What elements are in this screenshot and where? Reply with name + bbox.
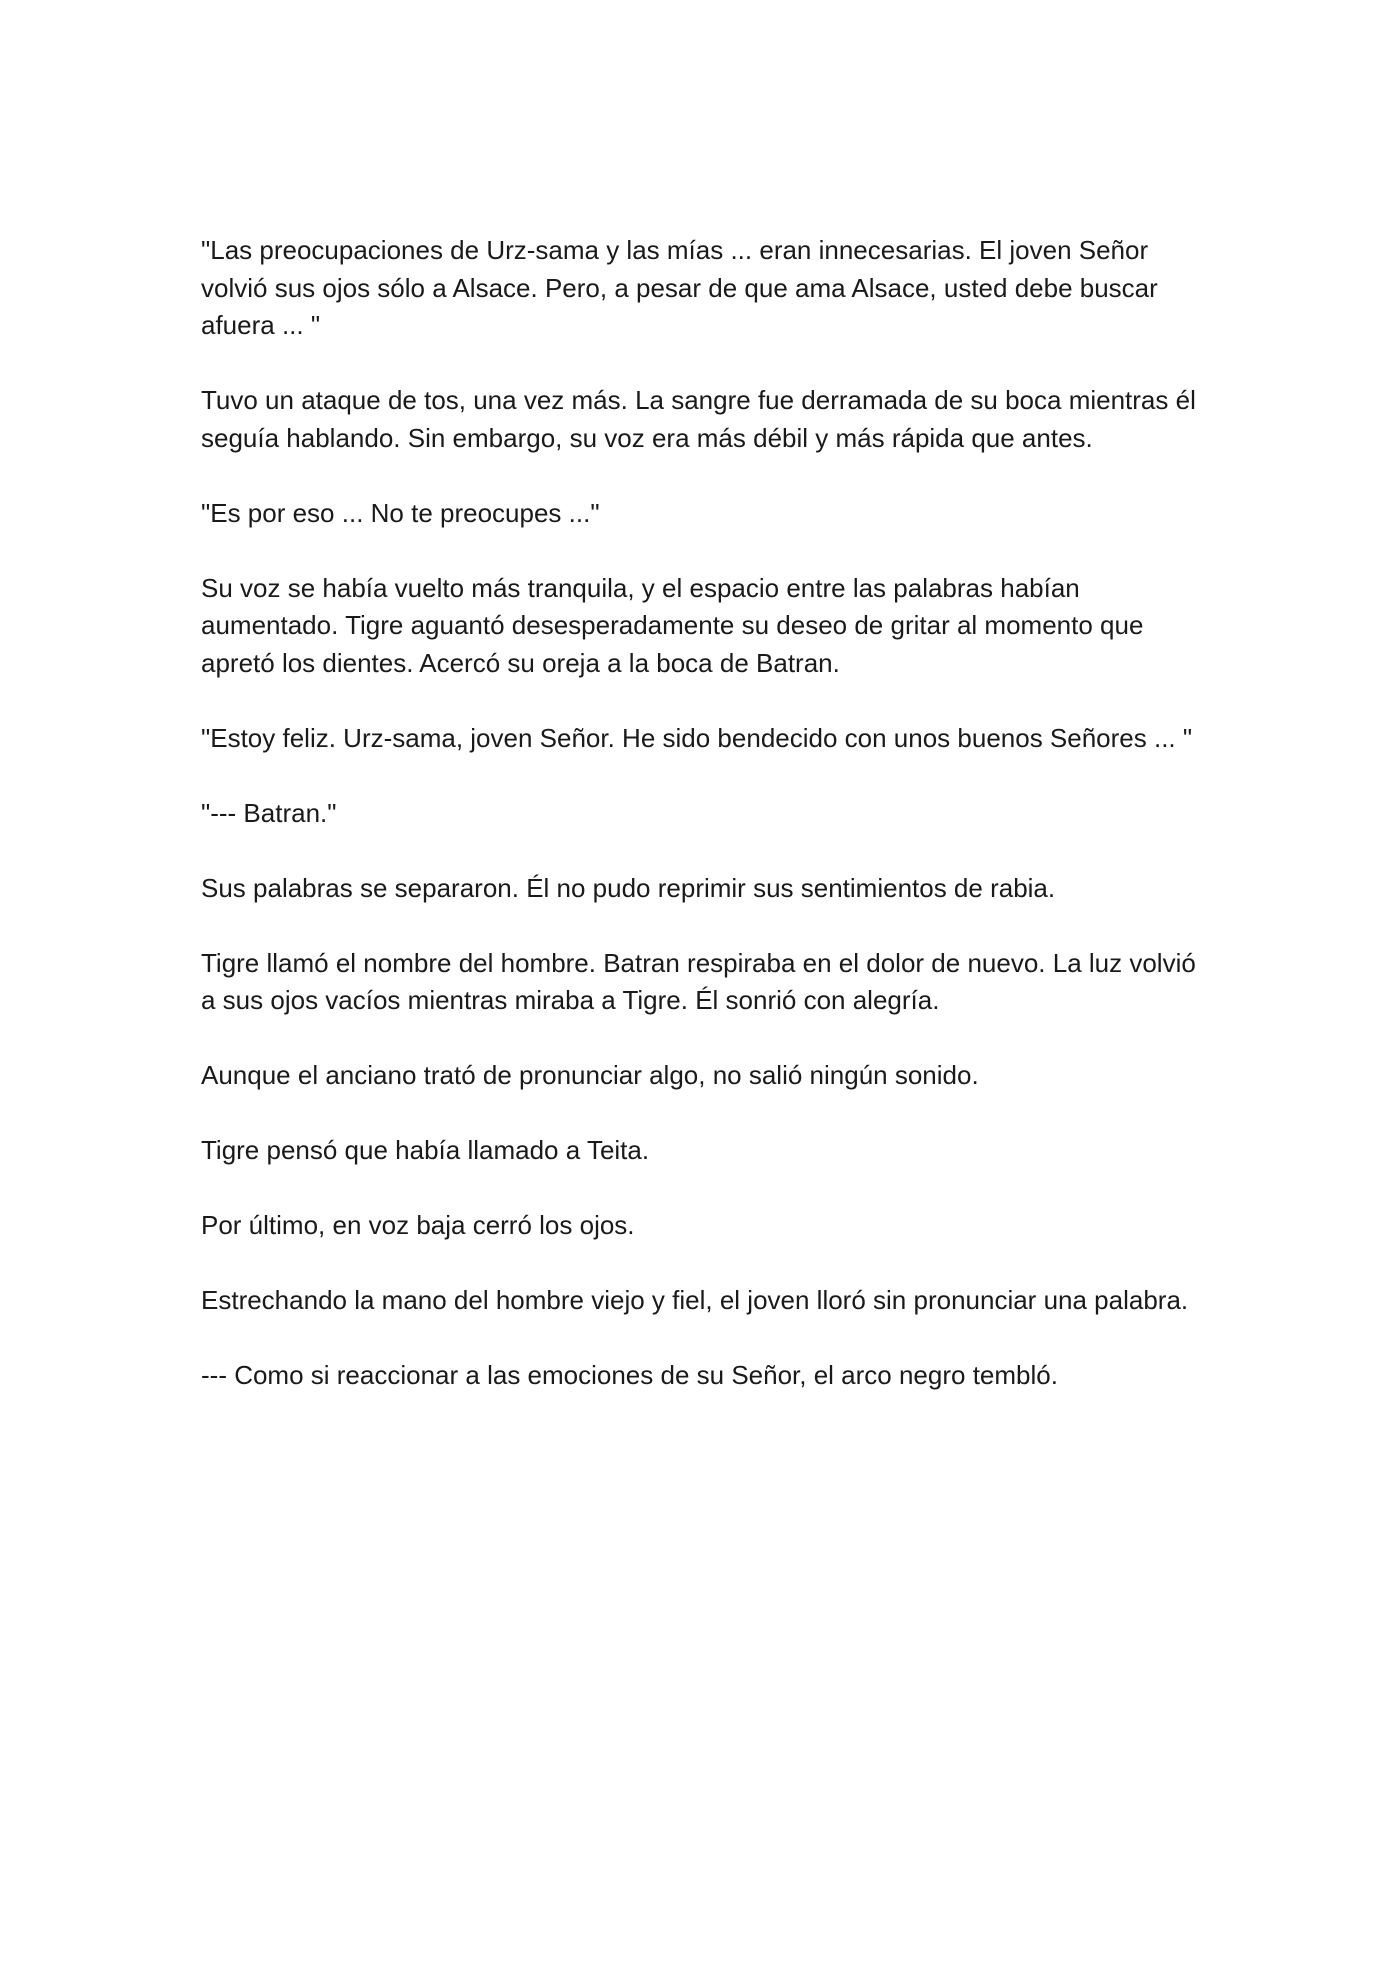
paragraph: Su voz se había vuelto más tranquila, y el espacio entre las palabras habían aumentado. Tigre aguantó desesperadamente su deseo de gritar al momento que apretó los dientes. Acercó su oreja a la boca de Batran. (201, 572, 1144, 678)
document-body (201, 232, 1211, 1432)
paragraph: "--- Batran." (201, 797, 337, 828)
paragraph: Por último, en voz baja cerró los ojos. (201, 1210, 635, 1240)
paragraph: Tigre llamó el nombre del hombre. Batran respiraba en el dolor de nuevo. La luz volvió a sus ojos vacíos mientras miraba a Tigre. Él sonrió con alegría. (201, 947, 1196, 1015)
paragraph: "Es por eso ... No te preocupes ..." (201, 497, 600, 528)
paragraph: --- Como si reaccionar a las emociones de su Señor, el arco negro tembló. (201, 1360, 1058, 1390)
paragraph: Estrechando la mano del hombre viejo y fiel, el joven lloró sin pronunciar una palabra. (201, 1285, 1189, 1315)
paragraph: Tuvo un ataque de tos, una vez más. La sangre fue derramada de su boca mientras él seguía hablando. Sin embargo, su voz era más débil y más rápida que antes. (201, 385, 1196, 453)
paragraph: Sus palabras se separaron. Él no pudo reprimir sus sentimientos de rabia. (201, 872, 1056, 903)
paragraph: "Estoy feliz. Urz-sama, joven Señor. He sido bendecido con unos buenos Señores ... " (201, 722, 1193, 753)
paragraph: "Las preocupaciones de Urz-sama y las mías ... eran innecesarias. El joven Señor volvió sus ojos sólo a Alsace. Pero, a pesar de que ama Alsace, usted debe buscar afuera ... " (201, 235, 1158, 340)
paragraph: Tigre pensó que había llamado a Teita. (201, 1135, 650, 1165)
paragraph: Aunque el anciano trató de pronunciar algo, no salió ningún sonido. (201, 1060, 979, 1090)
